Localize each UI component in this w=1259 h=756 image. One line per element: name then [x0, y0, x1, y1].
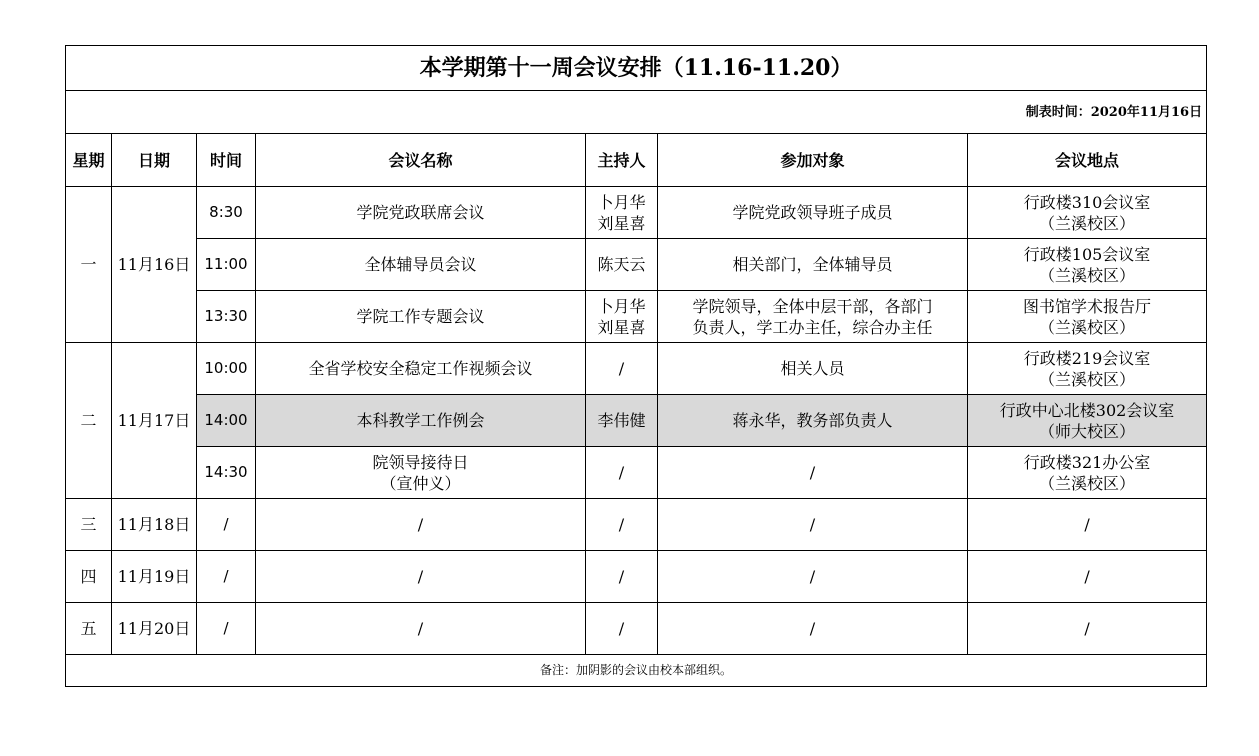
location-cell-line: （兰溪校区） — [1039, 265, 1136, 285]
location-cell-line: / — [1084, 619, 1090, 638]
attendees-cell-line: 相关人员 — [780, 359, 845, 378]
host-cell-line: 卜月华 — [597, 296, 646, 316]
attendees-cell-line: 相关部门，全体辅导员 — [732, 255, 893, 274]
host-cell — [586, 603, 658, 655]
header-time: 时间 — [197, 134, 256, 187]
weekday-cell: 五 — [66, 603, 112, 655]
location-cell — [968, 291, 1207, 343]
date-cell: 11月17日 — [112, 343, 197, 499]
location-cell-line: （师大校区） — [1039, 421, 1136, 441]
table-row — [66, 239, 1207, 291]
meeting-name-cell — [256, 291, 586, 343]
header-location: 会议地点 — [968, 134, 1207, 187]
attendees-cell-line: 学院党政领导班子成员 — [732, 203, 893, 222]
note-text: 备注：加阴影的会议由校本部组织。 — [66, 655, 1207, 687]
attendees-cell-line: / — [809, 515, 816, 534]
host-cell-line: / — [618, 567, 625, 586]
meeting-schedule-table — [65, 45, 1207, 687]
host-cell — [586, 395, 658, 447]
location-cell — [968, 239, 1207, 291]
location-cell-line: 行政楼219会议室 — [1023, 348, 1151, 368]
host-cell-line: / — [618, 463, 625, 482]
attendees-cell — [658, 343, 968, 395]
table-row — [66, 447, 1207, 499]
meeting-name-cell — [256, 343, 586, 395]
location-cell-line: / — [1084, 515, 1090, 534]
location-cell-line: （兰溪校区） — [1039, 473, 1136, 493]
time-cell: / — [197, 551, 256, 603]
meeting-name-cell-line: 院领导接待日 — [372, 452, 469, 472]
meeting-name-cell — [256, 187, 586, 239]
weekday-cell: 一 — [66, 187, 112, 343]
date-cell: 11月20日 — [112, 603, 197, 655]
table-row — [66, 603, 1207, 655]
attendees-cell — [658, 187, 968, 239]
meeting-name-cell-line: 学院党政联席会议 — [356, 203, 485, 222]
host-cell-line: 李伟健 — [597, 411, 646, 430]
meeting-name-cell-line: 本科教学工作例会 — [356, 411, 485, 430]
attendees-cell — [658, 447, 968, 499]
meeting-name-cell-line: / — [417, 567, 424, 586]
host-cell — [586, 499, 658, 551]
meeting-name-cell — [256, 395, 586, 447]
time-cell: / — [197, 603, 256, 655]
attendees-cell — [658, 239, 968, 291]
meeting-name-cell-line: 学院工作专题会议 — [356, 307, 485, 326]
host-cell-line: 刘星喜 — [597, 213, 646, 233]
table-row — [66, 499, 1207, 551]
header-name: 会议名称 — [256, 134, 586, 187]
date-cell: 11月18日 — [112, 499, 197, 551]
time-cell: 13:30 — [197, 291, 256, 343]
attendees-cell-line: / — [809, 619, 816, 638]
weekday-cell: 四 — [66, 551, 112, 603]
meeting-name-cell — [256, 603, 586, 655]
location-cell — [968, 343, 1207, 395]
table-row — [66, 395, 1207, 447]
host-cell-line: 卜月华 — [597, 192, 646, 212]
header-weekday: 星期 — [66, 134, 112, 187]
host-cell — [586, 187, 658, 239]
location-cell — [968, 551, 1207, 603]
location-cell — [968, 499, 1207, 551]
header-row — [66, 134, 1207, 187]
location-cell-line: 图书馆学术报告厅 — [1023, 296, 1152, 316]
meeting-name-cell — [256, 499, 586, 551]
location-cell — [968, 603, 1207, 655]
location-cell — [968, 187, 1207, 239]
meeting-name-cell-line: / — [417, 515, 424, 534]
location-cell-line: （兰溪校区） — [1039, 369, 1136, 389]
host-cell-line: 刘星喜 — [597, 317, 646, 337]
meeting-name-cell-line: 全省学校安全稳定工作视频会议 — [308, 359, 533, 378]
attendees-cell — [658, 603, 968, 655]
attendees-cell-line: / — [809, 463, 816, 482]
meeting-name-cell — [256, 239, 586, 291]
attendees-cell — [658, 395, 968, 447]
meeting-name-cell-line: / — [417, 619, 424, 638]
host-cell — [586, 343, 658, 395]
attendees-cell-line: 学院领导，全体中层干部，各部门 — [692, 296, 933, 316]
location-cell — [968, 395, 1207, 447]
meeting-name-cell — [256, 551, 586, 603]
time-cell: / — [197, 499, 256, 551]
location-cell-line: 行政楼310会议室 — [1023, 192, 1151, 212]
header-host: 主持人 — [586, 134, 658, 187]
time-cell: 10:00 — [197, 343, 256, 395]
date-cell: 11月19日 — [112, 551, 197, 603]
weekday-cell: 三 — [66, 499, 112, 551]
host-cell-line: / — [618, 619, 625, 638]
table-row — [66, 291, 1207, 343]
host-cell-line: / — [618, 515, 625, 534]
location-cell-line: / — [1084, 567, 1090, 586]
host-cell-line: / — [618, 359, 625, 378]
host-cell — [586, 291, 658, 343]
attendees-cell-line: 负责人，学工办主任，综合办主任 — [692, 317, 933, 337]
table-row — [66, 187, 1207, 239]
host-cell — [586, 239, 658, 291]
time-cell: 8:30 — [197, 187, 256, 239]
made-time: 制表时间：2020年11月16日 — [66, 91, 1207, 134]
meeting-name-cell-line: 全体辅导员会议 — [364, 255, 477, 274]
weekday-cell: 二 — [66, 343, 112, 499]
time-cell: 11:00 — [197, 239, 256, 291]
host-cell — [586, 447, 658, 499]
attendees-cell — [658, 499, 968, 551]
table-row — [66, 343, 1207, 395]
host-cell-line: 陈天云 — [597, 255, 646, 274]
table-title: 本学期第十一周会议安排（11.16-11.20） — [66, 46, 1207, 91]
attendees-cell-line: / — [809, 567, 816, 586]
location-cell-line: 行政中心北楼302会议室 — [999, 400, 1175, 420]
header-date: 日期 — [112, 134, 197, 187]
note-row — [66, 655, 1207, 687]
host-cell — [586, 551, 658, 603]
meeting-name-cell — [256, 447, 586, 499]
attendees-cell — [658, 551, 968, 603]
time-cell: 14:00 — [197, 395, 256, 447]
location-cell-line: （兰溪校区） — [1039, 213, 1136, 233]
location-cell-line: （兰溪校区） — [1039, 317, 1136, 337]
attendees-cell — [658, 291, 968, 343]
table-row — [66, 551, 1207, 603]
date-cell: 11月16日 — [112, 187, 197, 343]
location-cell-line: 行政楼105会议室 — [1023, 244, 1151, 264]
attendees-cell-line: 蒋永华，教务部负责人 — [732, 411, 893, 430]
time-cell: 14:30 — [197, 447, 256, 499]
header-attendees: 参加对象 — [658, 134, 968, 187]
location-cell — [968, 447, 1207, 499]
meeting-name-cell-line: （宣仲义） — [380, 473, 461, 493]
location-cell-line: 行政楼321办公室 — [1023, 452, 1151, 472]
